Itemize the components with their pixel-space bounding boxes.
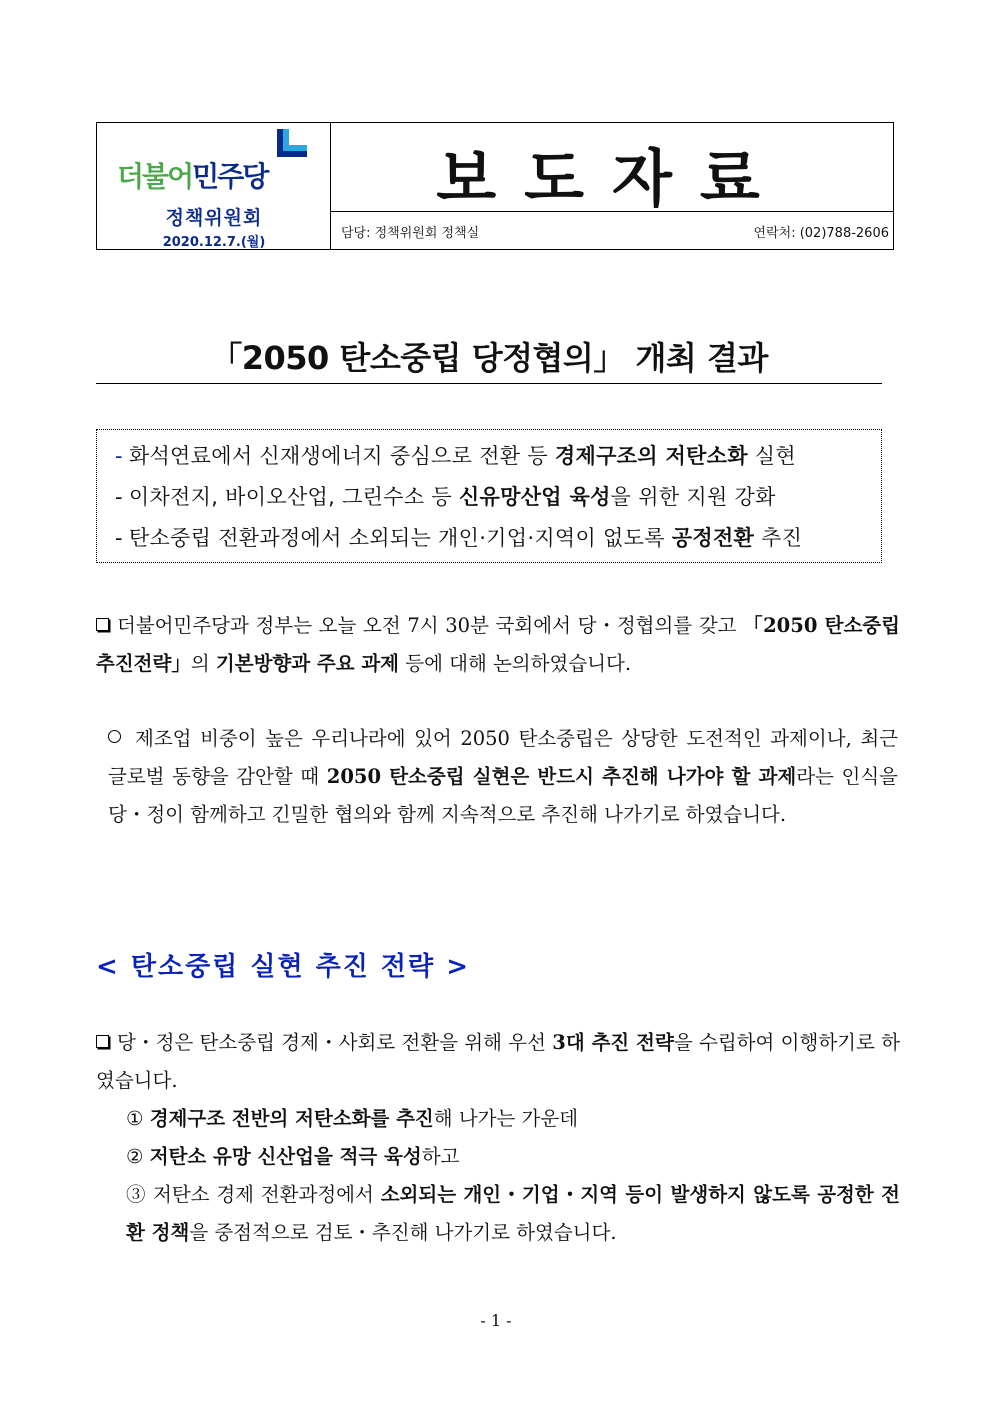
paragraph-intro: 더불어민주당과 정부는 오늘 오전 7시 30분 국회에서 당・정협의를 갖고 「2050 탄소중립 추진전략」의 기본방향과 주요 과제 등에 대해 논의하였습니다. (96, 614, 900, 675)
strategy-item: ③ 저탄소 경제 전환과정에서 소외되는 개인・기업・지역 등이 발생하지 않도록 공정한 전환 정책을 중점적으로 검토・추진해 나가기로 하였습니다. (126, 1183, 900, 1244)
page-number: - 1 - (480, 1311, 512, 1330)
contact-phone: 연락처: (02)788-2606 (753, 226, 889, 241)
committee-name: 정책위원회 (165, 207, 263, 229)
press-title-cell (331, 123, 893, 215)
square-bullet-icon (96, 618, 109, 631)
paragraph-strategy: 당・정은 탄소중립 경제・사회로 전환을 위해 우선 3대 추진 전략을 수립하여 이행하기로 하였습니다. (96, 1031, 900, 1092)
strategy-item: ② 저탄소 유망 신산업을 적극 육성하고 (126, 1145, 460, 1168)
circle-bullet-icon (108, 730, 121, 743)
summary-box (96, 429, 882, 563)
square-bullet-icon (96, 1035, 109, 1048)
press-release-header (96, 122, 894, 250)
party-name: 더불어민주당 (117, 160, 268, 193)
summary-item: - 탄소중립 전환과정에서 소외되는 개인·기업·지역이 없도록 공정전환 추진 (115, 526, 803, 550)
headline-underline (96, 383, 882, 384)
press-title: 보도자료 (436, 142, 788, 215)
release-date: 2020.12.7.(월) (162, 235, 266, 250)
contact-row (331, 211, 893, 249)
strategy-item: ① 경제구조 전반의 저탄소화를 추진해 나가는 가운데 (126, 1107, 579, 1130)
contact-person: 담당: 정책위원회 정책실 (341, 226, 480, 241)
party-logo-cell (97, 123, 331, 249)
party-logo-icon (275, 127, 309, 159)
paragraph-context: 제조업 비중이 높은 우리나라에 있어 2050 탄소중립은 상당한 도전적인 과제이나, 최근 글로벌 동향을 감안할 때 2050 탄소중립 실현은 반드시 추진해 나가야 할 과제라는 인식을 당・정이 함께하고 긴밀한 협의와 함께 지속적으로 추진해 나가기로 하였습니다. (108, 727, 898, 826)
summary-item: - 이차전지, 바이오산업, 그린수소 등 신유망산업 육성을 위한 지원 강화 (115, 485, 776, 509)
strategy-list (126, 1100, 900, 1252)
section-title: < 탄소중립 실현 추진 전략 > (96, 952, 470, 982)
headline: 「2050 탄소중립 당정협의」 개최 결과 (210, 339, 768, 377)
summary-item: - 화석연료에서 신재생에너지 중심으로 전환 등 경제구조의 저탄소화 실현 (115, 444, 796, 468)
